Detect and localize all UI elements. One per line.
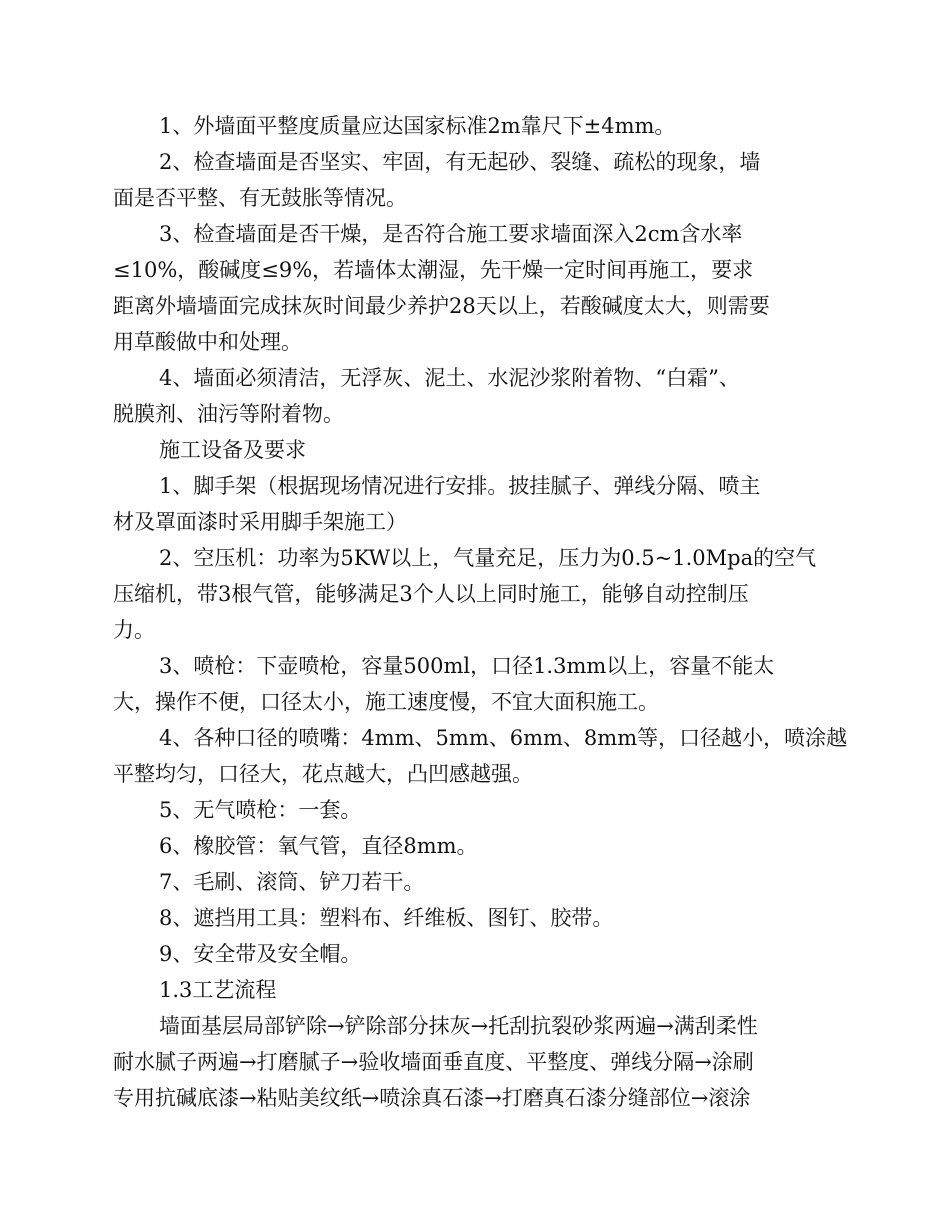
text-line: 8、遮挡用工具：塑料布、纤维板、图钉、胶带。 [159, 906, 614, 930]
paragraph-safety-gear [113, 936, 853, 972]
text-line: 6、橡胶管：氧气管，直径8mm。 [159, 834, 478, 858]
text-line: 材及罩面漆时采用脚手架施工） [113, 510, 407, 534]
text-line: 力。 [113, 618, 155, 642]
text-line: ≤10%，酸碱度≤9%，若墙体太潮湿，先干燥一定时间再施工，要求 [113, 258, 754, 282]
text-line: 面是否平整、有无鼓胀等情况。 [113, 186, 407, 210]
paragraph-rubber-hose [113, 828, 853, 864]
text-line: 脱膜剂、油污等附着物。 [113, 402, 344, 426]
text-line: 专用抗碱底漆→粘贴美纹纸→喷涂真石漆→打磨真石漆分缝部位→滚涂 [113, 1086, 751, 1110]
text-line: 距离外墙墙面完成抹灰时间最少养护28天以上，若酸碱度太大，则需要 [113, 294, 770, 318]
text-line: 7、毛刷、滚筒、铲刀若干。 [159, 870, 425, 894]
paragraph-scaffolding [113, 468, 853, 540]
text-line: 施工设备及要求 [159, 438, 306, 462]
text-line: 4、墙面必须清洁，无浮灰、泥土、水泥沙浆附着物、“白霜”、 [159, 366, 740, 390]
paragraph-air-compressor [113, 540, 853, 648]
text-line: 耐水腻子两遍→打磨腻子→验收墙面垂直度、平整度、弹线分隔→涂刷 [113, 1050, 754, 1074]
text-line: 3、检查墙面是否干燥，是否符合施工要求墙面深入2cm含水率 [159, 222, 743, 246]
text-line: 用草酸做中和处理。 [113, 330, 302, 354]
text-line: 1、脚手架（根据现场情况进行安排。披挂腻子、弹线分隔、喷主 [159, 474, 761, 498]
text-line: 压缩机，带3根气管，能够满足3个人以上同时施工，能够自动控制压 [113, 582, 749, 606]
text-line: 9、安全带及安全帽。 [159, 942, 362, 966]
paragraph-brushes [113, 864, 853, 900]
text-line: 墙面基层局部铲除→铲除部分抹灰→托刮抗裂砂浆两遍→满刮柔性 [159, 1014, 758, 1038]
text-line: 平整均匀，口径大，花点越大，凸凹感越强。 [113, 762, 533, 786]
paragraph-wall-solidity [113, 144, 853, 216]
text-line: 1、外墙面平整度质量应达国家标准2m靠尺下±4mm。 [159, 114, 676, 138]
text-line: 5、无气喷枪：一套。 [159, 798, 362, 822]
paragraph-masking-tools [113, 900, 853, 936]
section-heading-process [113, 972, 853, 1008]
paragraph-nozzles [113, 720, 853, 792]
text-line: 2、检查墙面是否坚实、牢固，有无起砂、裂缝、疏松的现象，墙 [159, 150, 761, 174]
text-line: 2、空压机：功率为5KW以上，气量充足，压力为0.5~1.0Mpa的空气 [159, 546, 817, 570]
paragraph-process-flow [113, 1008, 853, 1116]
text-line: 大，操作不便，口径太小，施工速度慢，不宜大面积施工。 [113, 690, 659, 714]
document-body [113, 108, 853, 1116]
text-line: 3、喷枪：下壶喷枪，容量500ml，口径1.3mm以上，容量不能太 [159, 654, 775, 678]
paragraph-airless-gun [113, 792, 853, 828]
section-heading-equipment [113, 432, 853, 468]
text-line: 4、各种口径的喷嘴：4mm、5mm、6mm、8mm等，口径越小，喷涂越 [159, 726, 848, 750]
paragraph-wall-cleanliness [113, 360, 853, 432]
text-line: 1.3工艺流程 [159, 978, 277, 1002]
paragraph-wall-dryness [113, 216, 853, 360]
paragraph-wall-flatness [113, 108, 853, 144]
paragraph-spray-gun [113, 648, 853, 720]
